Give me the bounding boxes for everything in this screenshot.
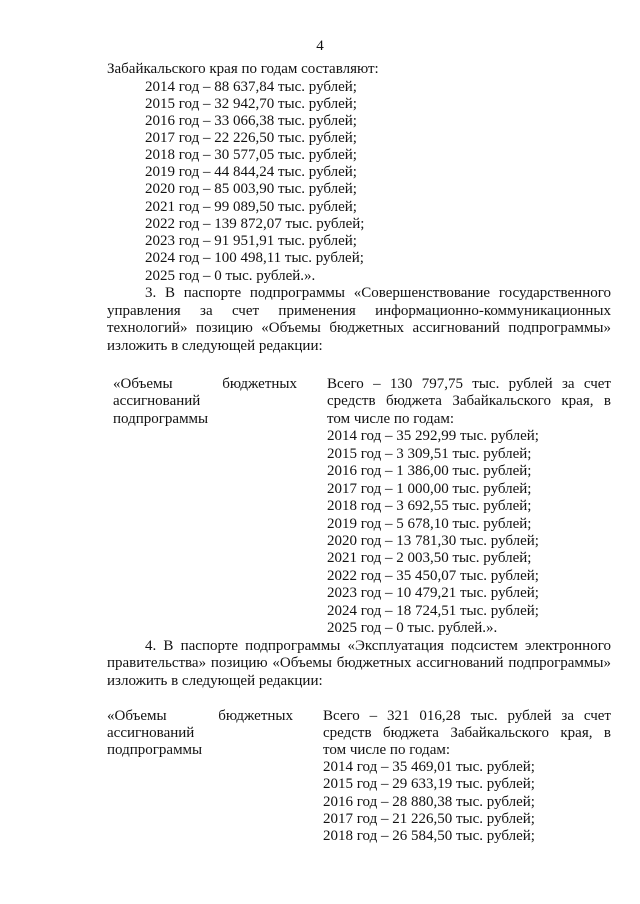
year-line: 2015 год – 29 633,19 тыс. рублей; [323, 776, 535, 792]
year-line: 2024 год – 18 724,51 тыс. рублей; [327, 603, 539, 619]
year-line: 2023 год – 10 479,21 тыс. рублей; [327, 585, 539, 601]
year-line: 2019 год – 5 678,10 тыс. рублей; [327, 516, 532, 532]
year-line: 2018 год – 3 692,55 тыс. рублей; [327, 498, 532, 514]
year-line: 2019 год – 44 844,24 тыс. рублей; [145, 164, 357, 180]
intro-line: Забайкальского края по годам составляют: [107, 61, 379, 77]
paragraph-line: изложить в следующей редакции: [107, 338, 323, 354]
year-line: 2015 год – 32 942,70 тыс. рублей; [145, 96, 357, 112]
paragraph-line: 3. В паспорте подпрограммы «Совершенствование государственного [145, 285, 611, 301]
year-line: 2014 год – 88 637,84 тыс. рублей; [145, 79, 357, 95]
year-line: 2017 год – 1 000,00 тыс. рублей; [327, 481, 532, 497]
table-label-line: ассигнований [107, 725, 195, 741]
table-total-line: том числе по годам: [327, 411, 455, 427]
year-line: 2025 год – 0 тыс. рублей.». [145, 268, 316, 284]
table-label-line: «Объемы бюджетных [113, 376, 297, 392]
year-line: 2015 год – 3 309,51 тыс. рублей; [327, 446, 532, 462]
paragraph-line: технологий» позицию «Объемы бюджетных ассигнований подпрограммы» [107, 320, 611, 336]
year-line: 2016 год – 28 880,38 тыс. рублей; [323, 794, 535, 810]
table-total-line: средств бюджета Забайкальского края, в [327, 393, 611, 409]
paragraph-line: изложить в следующей редакции: [107, 673, 323, 689]
year-line: 2018 год – 30 577,05 тыс. рублей; [145, 147, 357, 163]
year-line: 2024 год – 100 498,11 тыс. рублей; [145, 250, 364, 266]
table-label-line: ассигнований [113, 393, 201, 409]
table-label-line: подпрограммы [113, 411, 209, 427]
paragraph-line: управления за счет применения информационно-коммуникационных [107, 303, 611, 319]
year-line: 2020 год – 85 003,90 тыс. рублей; [145, 181, 357, 197]
year-line: 2017 год – 21 226,50 тыс. рублей; [323, 811, 535, 827]
paragraph-line: правительства» позицию «Объемы бюджетных ассигнований подпрограммы» [107, 655, 611, 671]
year-line: 2016 год – 1 386,00 тыс. рублей; [327, 463, 532, 479]
year-line: 2014 год – 35 469,01 тыс. рублей; [323, 759, 535, 775]
year-line: 2014 год – 35 292,99 тыс. рублей; [327, 428, 539, 444]
table-label-line: подпрограммы [107, 742, 203, 758]
paragraph-line: 4. В паспорте подпрограммы «Эксплуатация подсистем электронного [145, 638, 611, 654]
table-total-line: том числе по годам: [323, 742, 451, 758]
year-line: 2017 год – 22 226,50 тыс. рублей; [145, 130, 357, 146]
year-line: 2023 год – 91 951,91 тыс. рублей; [145, 233, 357, 249]
year-line: 2021 год – 99 089,50 тыс. рублей; [145, 199, 357, 215]
table-total-line: средств бюджета Забайкальского края, в [323, 725, 611, 741]
table-total-line: Всего – 321 016,28 тыс. рублей за счет [323, 708, 611, 724]
year-line: 2018 год – 26 584,50 тыс. рублей; [323, 828, 535, 844]
year-line: 2022 год – 139 872,07 тыс. рублей; [145, 216, 365, 232]
page-number: 4 [316, 38, 324, 54]
year-line: 2025 год – 0 тыс. рублей.». [327, 620, 498, 636]
table-label-line: «Объемы бюджетных [107, 708, 293, 724]
table-total-line: Всего – 130 797,75 тыс. рублей за счет [327, 376, 611, 392]
year-line: 2021 год – 2 003,50 тыс. рублей; [327, 550, 532, 566]
year-line: 2020 год – 13 781,30 тыс. рублей; [327, 533, 539, 549]
year-line: 2022 год – 35 450,07 тыс. рублей; [327, 568, 539, 584]
year-line: 2016 год – 33 066,38 тыс. рублей; [145, 113, 357, 129]
